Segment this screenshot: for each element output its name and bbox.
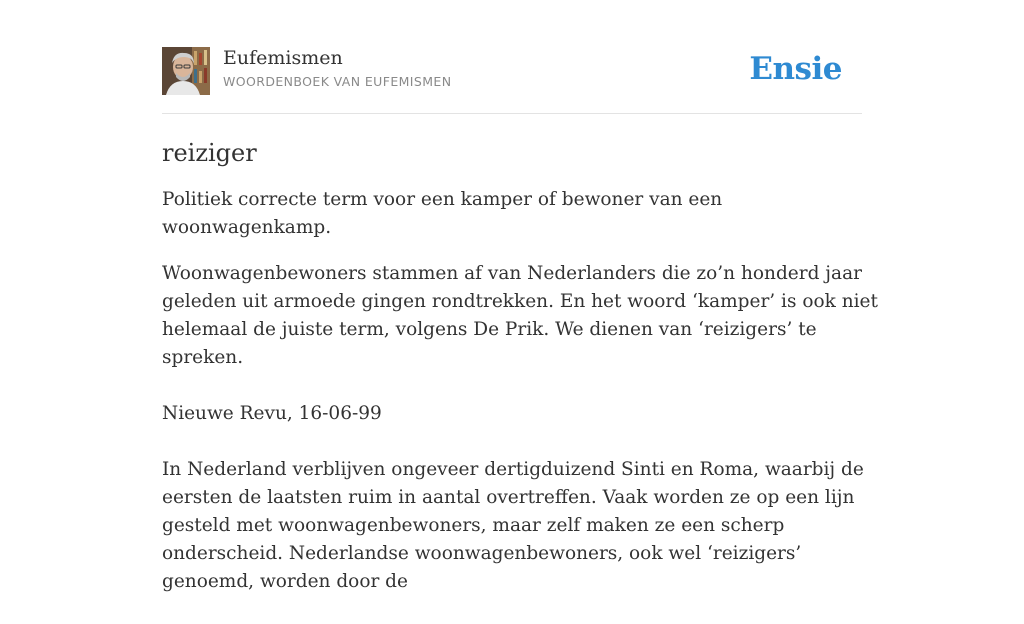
entry-term: reiziger	[162, 139, 257, 167]
entry-definition: Politiek correcte term voor een kamper of bewoner van een woonwagenkamp.	[162, 189, 723, 238]
source-subtitle: WOORDENBOEK VAN EUFEMISMEN	[223, 74, 452, 89]
example-source: Nieuwe Revu, 16-06-99	[162, 403, 382, 424]
example-paragraph: Woonwagenbewoners stammen af van Nederlanders die zo’n honderd jaar geleden uit armoede gingen rondtrekken. En het woord ‘kamper’ is ook niet helemaal de juiste term, volgens De Prik. We dienen van ‘reizigers’ te spreken.	[162, 263, 878, 368]
source-name[interactable]: Eufemismen	[223, 47, 343, 69]
header	[162, 46, 862, 96]
avatar-image	[162, 47, 210, 95]
divider	[162, 113, 862, 114]
brand-logo[interactable]: Ensie	[749, 51, 842, 87]
avatar[interactable]	[162, 47, 210, 95]
entry-example	[162, 260, 882, 596]
example-paragraph: In Nederland verblijven ongeveer dertigduizend Sinti en Roma, waarbij de eersten de laatsten ruim in aantal overtreffen. Vaak worden ze op een lijn gesteld met woonwagenbewoners, maar zelf maken ze een scherp onderscheid. Nederlandse woonwagenbewoners, ook wel ‘reizigers’ genoemd, worden door de	[162, 459, 864, 592]
entry	[162, 136, 882, 624]
